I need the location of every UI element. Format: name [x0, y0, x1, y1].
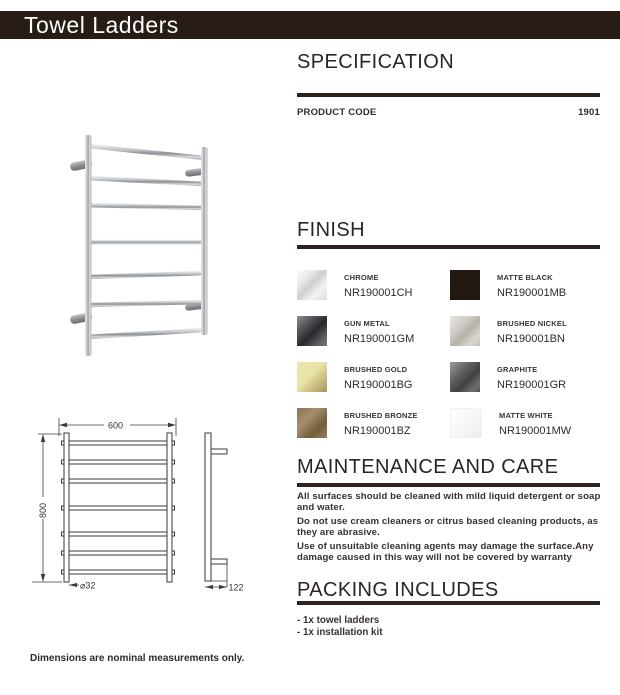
product-code-label: PRODUCT CODE: [297, 107, 377, 118]
finish-option-brushed-nickel: [450, 316, 600, 346]
finish-name: MATTE BLACK: [497, 273, 553, 282]
maintenance-paragraph: All surfaces should be cleaned with mild liquid detergent or soap and water.: [297, 491, 601, 513]
graphite-swatch: [450, 362, 480, 392]
finish-option-brushed-gold: [297, 362, 450, 392]
matte-black-swatch: [450, 270, 480, 300]
finish-name: BRUSHED BRONZE: [344, 411, 418, 420]
packing-heading: PACKING INCLUDES: [297, 579, 499, 601]
height-dimension-label: 800: [38, 502, 48, 518]
brushed-gold-swatch: [297, 362, 327, 392]
specification-rule: [297, 93, 600, 97]
finish-option-matte-black: [450, 270, 600, 300]
side-view: [205, 433, 227, 587]
finish-name: MATTE WHITE: [499, 411, 553, 420]
finish-code: NR190001GM: [344, 333, 415, 345]
depth-dimension-label: 122: [228, 582, 244, 593]
diameter-label: ⌀32: [80, 580, 96, 591]
dimension-drawing: [28, 407, 260, 609]
width-dimension-label: 600: [108, 420, 124, 431]
finish-name: GUN METAL: [344, 319, 390, 328]
brushed-nickel-swatch: [450, 316, 480, 346]
packing-rule: [297, 601, 600, 605]
finish-name: GRAPHITE: [497, 365, 538, 374]
finish-rule: [297, 245, 600, 249]
finish-code: NR190001MW: [499, 425, 572, 437]
packing-item: - 1x installation kit: [297, 626, 383, 638]
height-dimension: [32, 434, 62, 582]
page-title: Towel Ladders: [24, 11, 179, 38]
finish-name: CHROME: [344, 273, 379, 282]
maintenance-paragraph: Do not use cream cleaners or citrus based cleaning products, as they are abrasive.: [297, 516, 599, 538]
finish-option-graphite: [450, 362, 600, 392]
specification-heading: SPECIFICATION: [297, 51, 455, 73]
chrome-swatch: [297, 270, 327, 300]
dimensions-footnote: Dimensions are nominal measurements only.: [30, 653, 245, 664]
finish-code: NR190001BZ: [344, 425, 411, 437]
finish-code: NR190001BG: [344, 379, 413, 391]
title-banner: [0, 11, 620, 39]
brushed-bronze-swatch: [297, 408, 327, 438]
matte-white-swatch: [450, 408, 482, 438]
maintenance-paragraph: Use of unsuitable cleaning agents may damage the surface.Any damage caused in this way will not be covered by warranty: [297, 541, 594, 564]
gun-metal-swatch: [297, 316, 327, 346]
product-photo-towel-ladder: [58, 128, 228, 363]
finish-code: NR190001MB: [497, 287, 567, 299]
product-code-value: 1901: [578, 107, 600, 118]
finish-option-chrome: [297, 270, 450, 300]
depth-dimension: [205, 583, 244, 593]
finish-code: NR190001BN: [497, 333, 565, 345]
front-view: [62, 433, 175, 582]
ladder-rails: [85, 135, 208, 356]
finish-name: BRUSHED GOLD: [344, 365, 408, 374]
finish-options-grid: [297, 270, 600, 438]
finish-option-matte-white: [450, 408, 600, 438]
maintenance-rule: [297, 483, 600, 487]
product-code-row: [297, 107, 600, 118]
maintenance-heading: MAINTENANCE AND CARE: [297, 456, 559, 478]
width-dimension: [59, 418, 176, 436]
finish-option-gun-metal: [297, 316, 450, 346]
finish-code: NR190001GR: [497, 379, 567, 391]
packing-item: - 1x towel ladders: [297, 615, 380, 626]
finish-code: NR190001CH: [344, 287, 413, 299]
packing-list: [297, 615, 382, 638]
finish-option-brushed-bronze: [297, 408, 450, 438]
finish-name: BRUSHED NICKEL: [497, 319, 567, 328]
finish-heading: FINISH: [297, 219, 365, 241]
maintenance-text: [297, 492, 603, 568]
diameter-callout: [69, 581, 95, 591]
